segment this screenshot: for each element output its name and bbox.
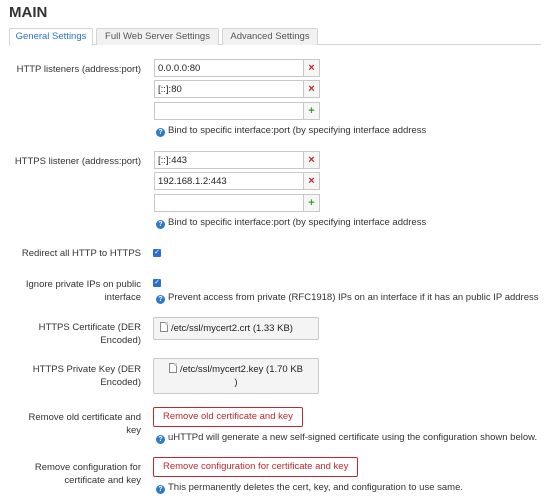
ignore-private-label-line2: interface xyxy=(104,292,141,303)
remove-config-label xyxy=(0,461,141,487)
https-listener-field-new[interactable] xyxy=(154,194,304,212)
https-listener-field-2[interactable] xyxy=(154,172,304,190)
ignore-private-help-text: Prevent access from private (RFC1918) IPs on an interface if it has an public IP address xyxy=(168,292,539,303)
http-listener-field-2[interactable] xyxy=(154,80,304,98)
remove-http-listener-2-button[interactable]: × xyxy=(303,80,320,98)
remove-https-listener-2-button[interactable]: × xyxy=(303,172,320,190)
http-listeners-label: HTTP listeners (address:port) xyxy=(16,64,141,75)
ignore-private-help xyxy=(156,292,539,304)
https-key-file-name-line2: ) xyxy=(234,377,238,388)
remove-config-label-line1: Remove configuration for xyxy=(34,462,141,473)
remove-config-help xyxy=(156,482,463,494)
https-key-file-name-line1: /etc/ssl/mycert2.key (1.70 KB xyxy=(179,364,303,375)
page-title: MAIN xyxy=(9,4,48,21)
https-key-file-button[interactable] xyxy=(153,358,319,394)
remove-config-help-text: This permanently deletes the cert, key, and configuration to use same. xyxy=(168,482,464,493)
remove-http-listener-1-button[interactable]: × xyxy=(303,59,320,77)
file-icon xyxy=(169,363,177,373)
help-icon: ? xyxy=(156,485,165,494)
remove-old-cert-help xyxy=(156,432,537,444)
help-icon: ? xyxy=(156,435,165,444)
tab-full-web-server-settings[interactable]: Full Web Server Settings xyxy=(96,28,219,45)
tab-bar xyxy=(9,27,541,45)
https-cert-label-line1: HTTPS Certificate (DER xyxy=(38,322,141,333)
remove-old-cert-label-line2: key xyxy=(126,425,141,436)
https-cert-label xyxy=(0,321,141,347)
remove-old-cert-button[interactable]: Remove old certificate and key xyxy=(153,407,303,427)
add-http-listener-button[interactable]: + xyxy=(303,102,320,120)
ignore-private-label-line1: Ignore private IPs on public xyxy=(25,279,141,290)
https-listener-help xyxy=(156,217,426,229)
tab-advanced-settings[interactable]: Advanced Settings xyxy=(222,28,318,45)
remove-config-label-line2: certificate and key xyxy=(64,475,141,486)
https-cert-file-button[interactable] xyxy=(153,317,319,340)
http-listener-field-new[interactable] xyxy=(154,102,304,120)
remove-config-button[interactable]: Remove configuration for certificate and key xyxy=(153,457,358,477)
remove-https-listener-1-button[interactable]: × xyxy=(303,151,320,169)
redirect-https-checkbox[interactable]: ✓ xyxy=(154,249,160,256)
http-listeners-help-text: Bind to specific interface:port (by specifying interface address xyxy=(168,125,427,136)
https-cert-file-name: /etc/ssl/mycert2.crt (1.33 KB) xyxy=(171,323,293,334)
ignore-private-label xyxy=(0,278,141,304)
https-key-label xyxy=(0,363,141,389)
http-listeners-help xyxy=(156,125,426,137)
https-key-label-line2: Encoded) xyxy=(100,377,141,388)
https-listener-field-1[interactable] xyxy=(154,151,304,169)
file-icon xyxy=(160,322,168,332)
redirect-https-label: Redirect all HTTP to HTTPS xyxy=(21,248,141,259)
tab-general-settings[interactable]: General Settings xyxy=(9,28,93,46)
remove-old-cert-help-text: uHTTPd will generate a new self-signed certificate using the configuration shown below. xyxy=(168,432,538,443)
http-listener-field-1[interactable] xyxy=(154,59,304,77)
https-listener-help-text: Bind to specific interface:port (by specifying interface address xyxy=(168,217,427,228)
add-https-listener-button[interactable]: + xyxy=(303,194,320,212)
https-listener-label: HTTPS listener (address:port) xyxy=(14,156,141,167)
https-cert-label-line2: Encoded) xyxy=(100,335,141,346)
remove-old-cert-label xyxy=(0,411,141,437)
help-icon: ? xyxy=(156,220,165,229)
help-icon: ? xyxy=(156,295,165,304)
remove-old-cert-label-line1: Remove old certificate and xyxy=(28,412,141,423)
ignore-private-checkbox[interactable]: ✓ xyxy=(154,279,160,286)
help-icon: ? xyxy=(156,128,165,137)
https-key-label-line1: HTTPS Private Key (DER xyxy=(32,364,141,375)
